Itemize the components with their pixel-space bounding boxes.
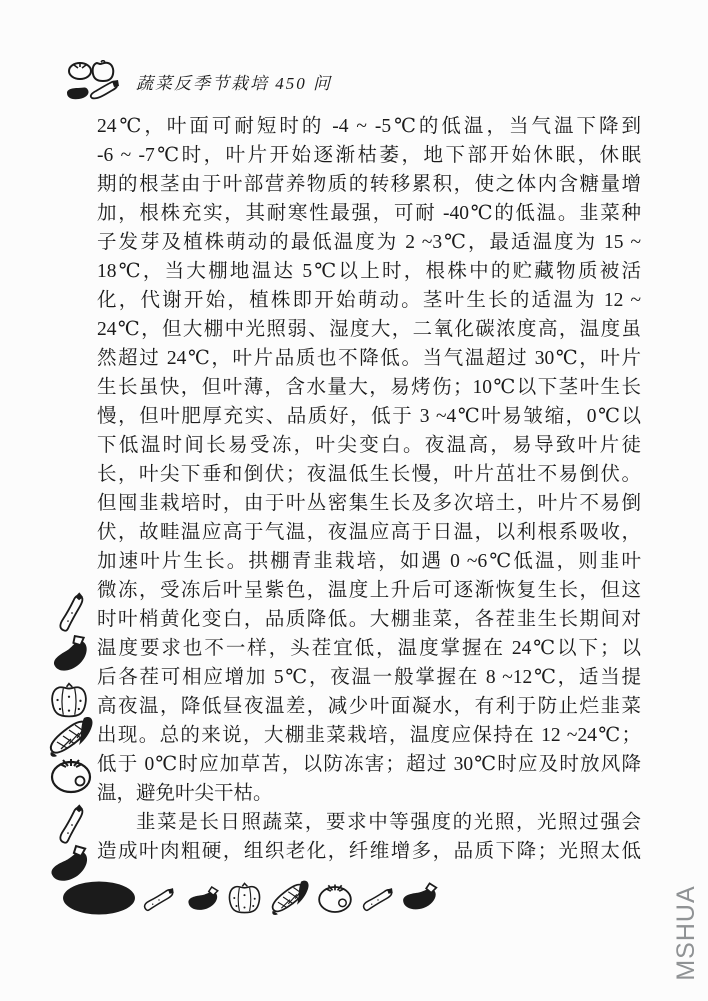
text-line: 24℃，叶面可耐短时的 -4 ~ -5℃的低温，当气温下降到 [97, 116, 641, 137]
text-line: 后各茬可相应增加 5℃，夜温一般掌握在 8 ~12℃，适当提 [97, 667, 641, 688]
text-line: 但囤韭栽培时，由于叶丛密集生长及多次培土，叶片不易倒 [97, 493, 641, 514]
text-line: 低于 0℃时应加草苫，以防冻害；超过 30℃时应及时放风降 [97, 754, 641, 775]
text-line: 温，避免叶尖干枯。 [97, 783, 273, 804]
text-line: 慢，但叶肥厚充实、品质好，低于 3 ~4℃叶易皱缩，0℃以 [97, 406, 641, 427]
cucumber-icon [138, 886, 180, 914]
text-line: 温度要求也不一样，头茬宜低，温度掌握在 24℃以下；以 [97, 638, 641, 659]
text-line: 期的根茎由于叶部营养物质的转移累积，使之体内含糖量增 [97, 174, 641, 195]
text-line: 24℃，但大棚中光照弱、湿度大，二氧化碳浓度高，温度虽 [97, 319, 641, 340]
watermark-text: MSHUA [672, 885, 700, 981]
text-line: 出现。总的来说，大棚韭菜栽培，温度应保持在 12 ~24℃； [97, 725, 641, 746]
text-line: 化，代谢开始，植株即开始萌动。茎叶生长的适温为 12 ~ [97, 290, 641, 311]
text-line: 高夜温，降低昼夜温差，减少叶面凝水，有利于防止烂韭菜 [97, 696, 641, 717]
tomato-icon [315, 880, 355, 914]
book-title: 蔬菜反季节栽培 450 问 [136, 73, 332, 93]
text-line: 然超过 24℃，叶片品质也不降低。当气温超过 30℃，叶片 [97, 348, 641, 369]
text-line: 18℃，当大棚地温达 5℃以上时，根株中的贮藏物质被活 [97, 261, 641, 282]
text-line: 时叶梢黄化变白，品质降低。大棚韭菜，各茬韭生长期间对 [97, 609, 641, 630]
text-line: 造成叶肉粗硬，组织老化，纤维增多，品质下降；光照太低 [97, 841, 641, 862]
pepper-icon [44, 682, 94, 718]
page-header [66, 60, 332, 102]
text-line: 长，叶尖下垂和倒伏；夜温低生长慢，叶片茁壮不易倒伏。 [97, 464, 641, 485]
vegetable-cluster-icon [66, 60, 122, 102]
body-text [97, 112, 641, 866]
eggplant-icon [180, 884, 224, 914]
text-line: 微冻，受冻后叶呈紫色，温度上升后可逐渐恢复生长，但这 [97, 580, 641, 601]
text-line: 下低温时间长易受冻，叶尖变白。夜温高，易导致叶片徒 [97, 435, 641, 456]
text-line: 加速叶片生长。拱棚青韭栽培，如遇 0 ~6℃低温，则韭叶 [97, 551, 641, 572]
ellipse-icon [62, 880, 136, 916]
eggplant-icon [39, 626, 98, 684]
text-line: 韭菜是长日照蔬菜，要求中等强度的光照，光照过强会 [136, 812, 641, 833]
text-line: -6 ~ -7℃时，叶片开始逐渐枯萎，地下部开始休眠，休眠 [97, 145, 641, 166]
text-line: 伏，故畦温应高于气温，夜温应高于日温，以利根系吸收， [97, 522, 641, 543]
corn-icon [267, 878, 313, 916]
pepper-icon [227, 880, 262, 916]
cucumber-icon [356, 886, 400, 914]
text-line: 子发芽及植株萌动的最低温度为 2 ~3℃，最适温度为 15 ~ [97, 232, 641, 253]
corn-icon [46, 714, 96, 758]
text-line: 生长虽快，但叶薄，含水量大，易烤伤；10℃以下茎叶生长 [97, 377, 641, 398]
text-line: 加，根株充实，其耐寒性最强，可耐 -40℃的低温。韭菜种 [97, 203, 641, 224]
eggplant-icon [395, 880, 442, 914]
tomato-icon [44, 754, 98, 794]
